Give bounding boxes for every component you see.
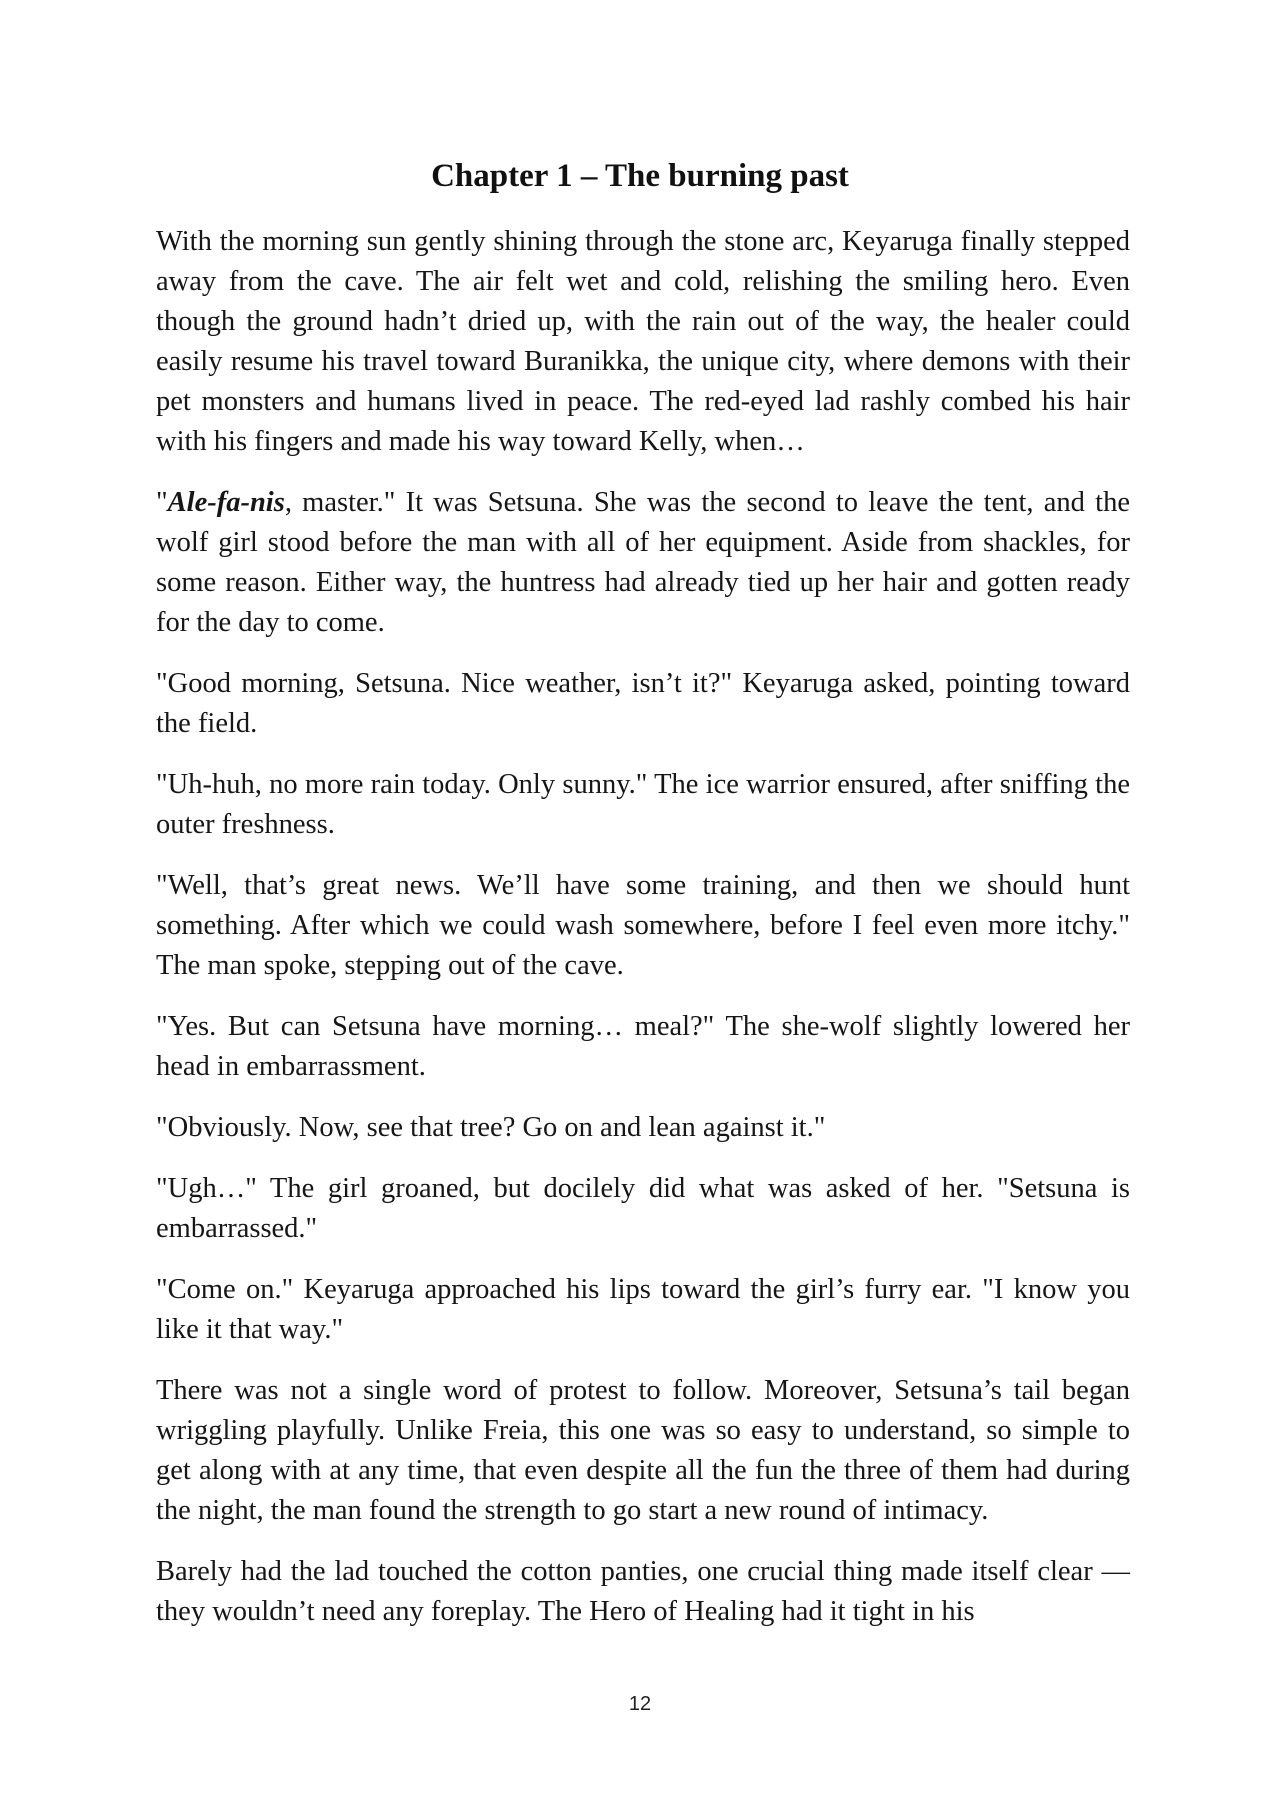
paragraph: "Well, that’s great news. We’ll have some training, and then we should hunt something. After which we could wash somewhere, before I feel even more itchy." The man spoke, stepping out of the cave. <box>156 870 1130 981</box>
paragraph: There was not a single word of protest to follow. Moreover, Setsuna’s tail began wriggling playfully. Unlike Freia, this one was so easy to understand, so simple to get along with at any time, that even despite all the fun the three of them had during the night, the man found the strength to go start a new round of intimacy. <box>156 1375 1130 1526</box>
paragraph: "Ugh…" The girl groaned, but docilely did what was asked of her. "Setsuna is embarrassed." <box>156 1173 1130 1244</box>
paragraph: "Obviously. Now, see that tree? Go on and lean against it." <box>156 1112 826 1143</box>
chapter-title: Chapter 1 – The burning past <box>431 158 849 194</box>
paragraph-continuation: , master." It was Setsuna. She was the second to leave the tent, and the wolf girl stood before the man with all of her equipment. Aside from shackles, for some reason. Either way, the huntress had already tied up her hair and gotten ready for the day to come. <box>156 487 1130 638</box>
paragraph-open-quote: " <box>156 487 168 518</box>
paragraph <box>156 483 1130 643</box>
emphasized-word: Ale-fa-nis <box>167 487 285 518</box>
page-number: 12 <box>628 1693 652 1715</box>
paragraph: Barely had the lad touched the cotton panties, one crucial thing made itself clear — they wouldn’t need any foreplay. The Hero of Healing had it tight in his <box>156 1556 1130 1627</box>
chapter-body <box>156 222 1130 1653</box>
paragraph: With the morning sun gently shining through the stone arc, Keyaruga finally stepped away from the cave. The air felt wet and cold, relishing the smiling hero. Even though the ground hadn’t dried up, with the rain out of the way, the healer could easily resume his travel toward Buranikka, the unique city, where demons with their pet monsters and humans lived in peace. The red-eyed lad rashly combed his hair with his fingers and made his way toward Kelly, when… <box>156 226 1130 457</box>
paragraph: "Good morning, Setsuna. Nice weather, isn’t it?" Keyaruga asked, pointing toward the field. <box>156 668 1130 739</box>
paragraph: "Uh-huh, no more rain today. Only sunny." The ice warrior ensured, after sniffing the outer freshness. <box>156 769 1130 840</box>
paragraph: "Yes. But can Setsuna have morning… meal?" The she-wolf slightly lowered her head in embarrassment. <box>156 1011 1130 1082</box>
paragraph: "Come on." Keyaruga approached his lips toward the girl’s furry ear. "I know you like it that way." <box>156 1274 1130 1345</box>
